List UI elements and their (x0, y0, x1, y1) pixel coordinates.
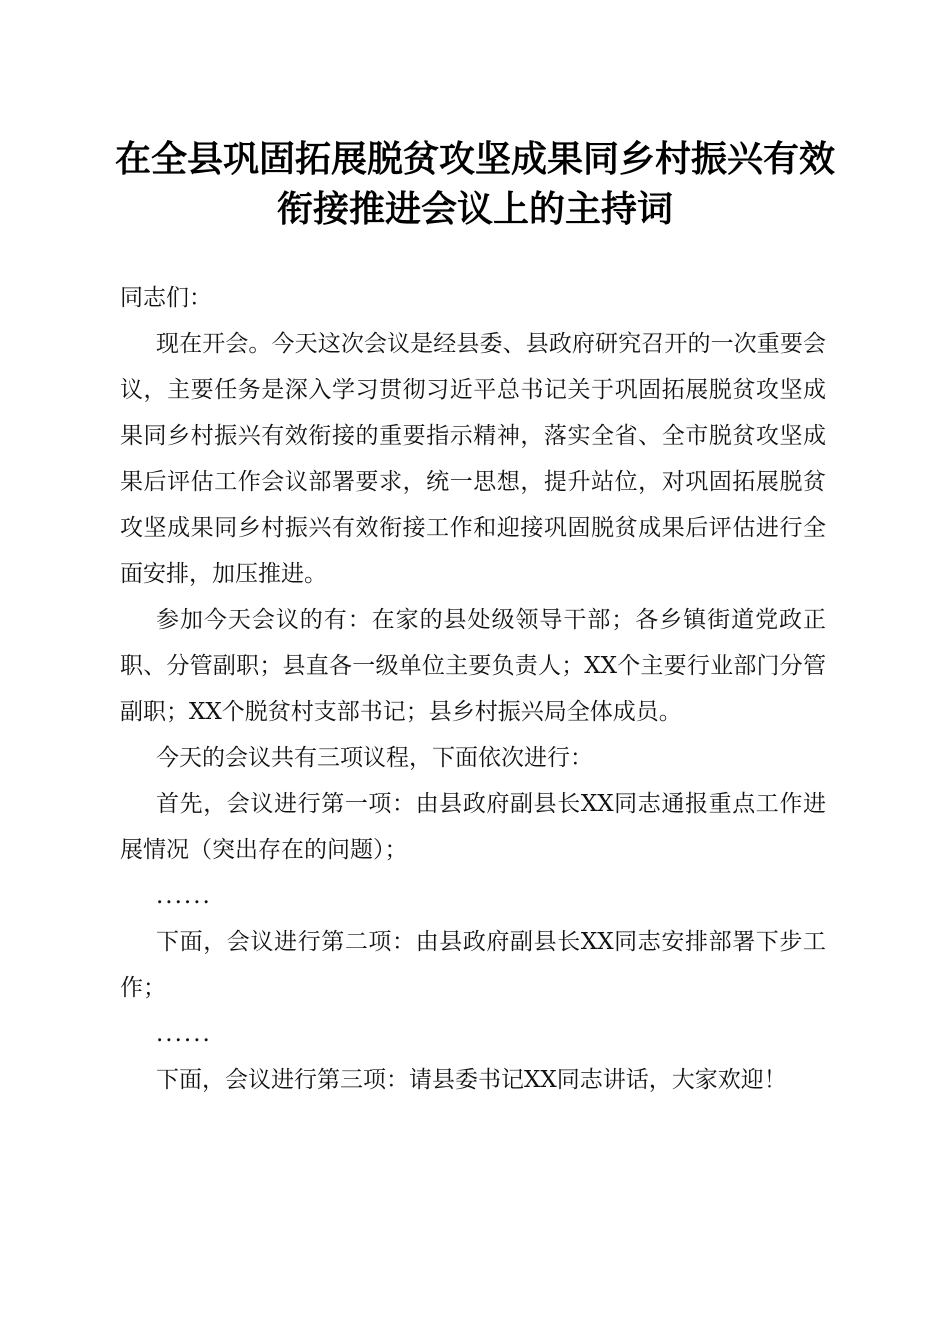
title-line-2: 衔接推进会议上的主持词 (276, 188, 673, 230)
document-title (100, 134, 850, 234)
document-body (120, 275, 826, 1103)
ellipsis-2: ...... (156, 1021, 212, 1047)
paragraph-agenda-intro: 今天的会议共有三项议程，下面依次进行： (156, 745, 593, 771)
paragraph-attendees: 参加今天会议的有：在家的县处级领导干部；各乡镇街道党政正职、分管副职；县直各一级单位主要负责人；XX个主要行业部门分管副职；XX个脱贫村支部书记；县乡村振兴局全体成员。 (120, 607, 826, 725)
title-line-1: 在全县巩固拓展脱贫攻坚成果同乡村振兴有效 (114, 138, 835, 180)
paragraph-agenda-item-3: 下面，会议进行第三项：请县委书记XX同志讲话，大家欢迎！ (156, 1067, 787, 1093)
paragraph-agenda-item-2: 下面，会议进行第二项：由县政府副县长XX同志安排部署下步工作； (120, 929, 826, 1001)
ellipsis-1: ...... (156, 883, 212, 909)
paragraph-agenda-item-1: 首先，会议进行第一项：由县政府副县长XX同志通报重点工作进展情况（突出存在的问题）； (120, 791, 826, 863)
salutation: 同志们： (120, 285, 212, 311)
paragraph-opening: 现在开会。今天这次会议是经县委、县政府研究召开的一次重要会议，主要任务是深入学习贯彻习近平总书记关于巩固拓展脱贫攻坚成果同乡村振兴有效衔接的重要指示精神，落实全省、全市脱贫攻坚成果后评估工作会议部署要求，统一思想，提升站位，对巩固拓展脱贫攻坚成果同乡村振兴有效衔接工作和迎接巩固脱贫成果后评估进行全面安排，加压推进。 (120, 331, 826, 587)
